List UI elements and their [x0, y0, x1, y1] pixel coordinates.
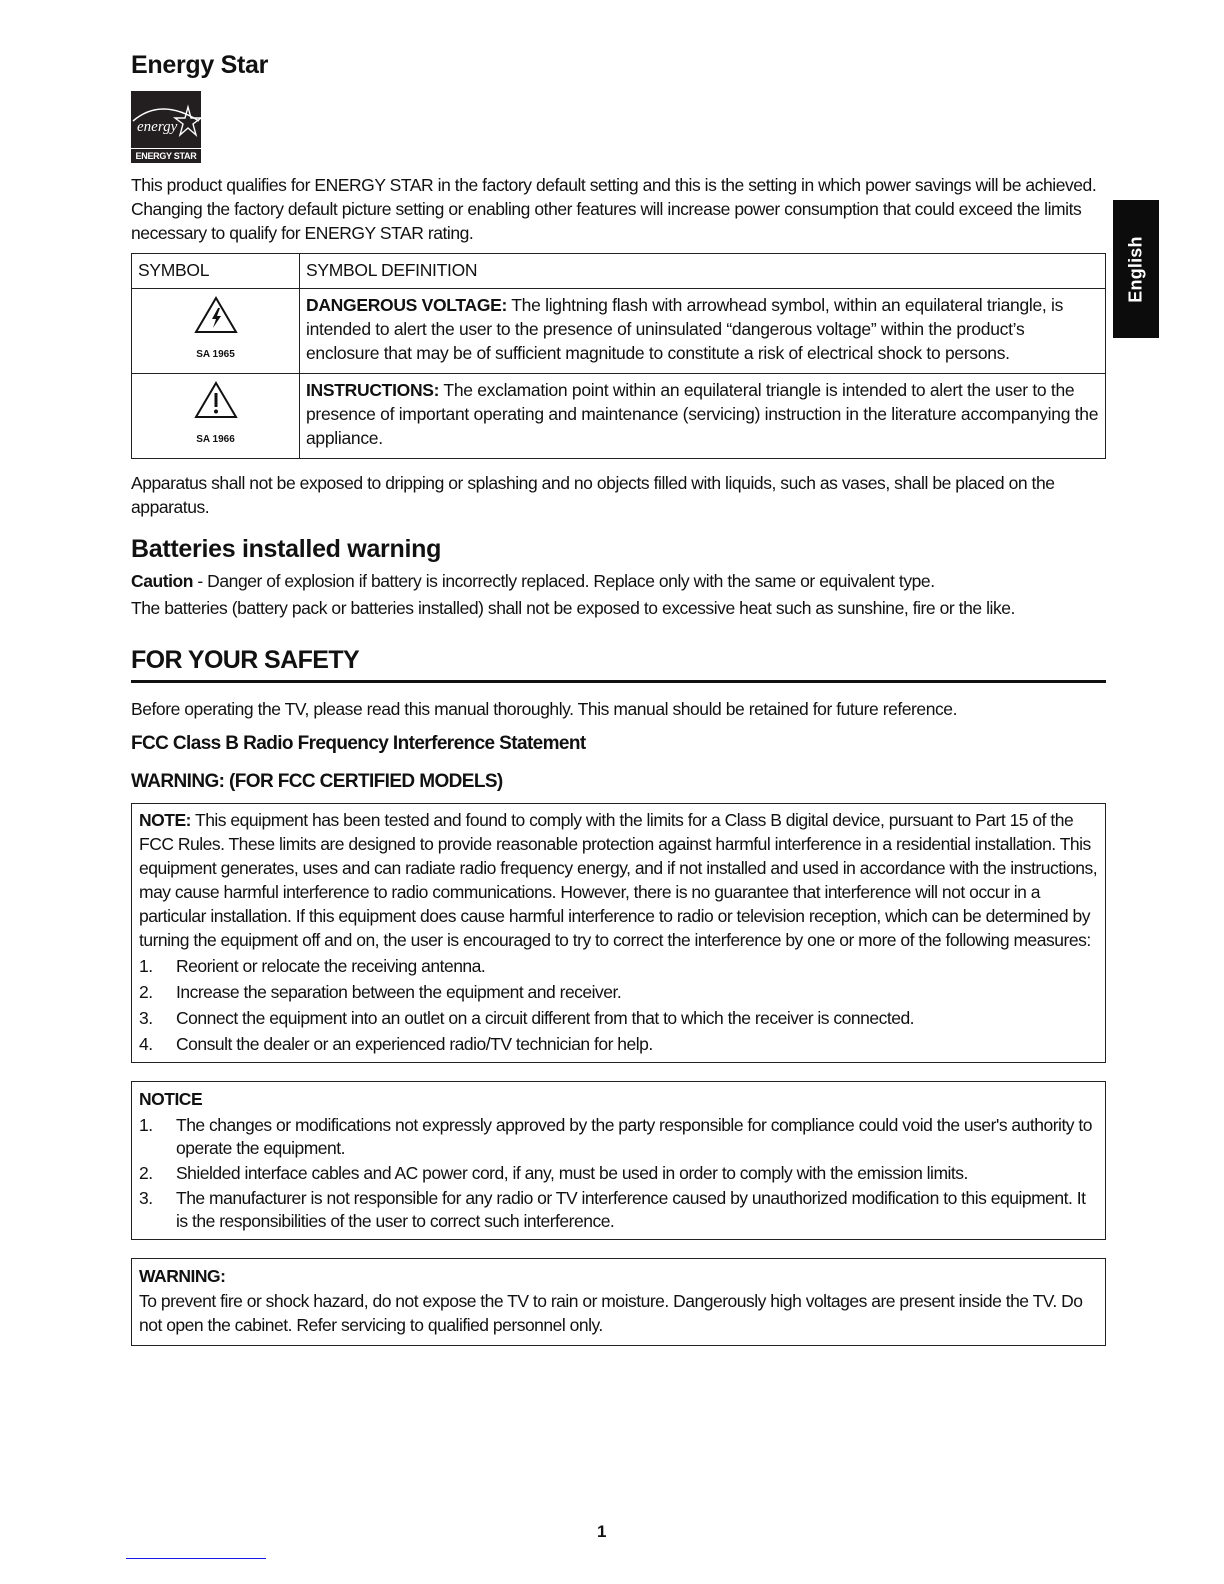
table-row — [132, 374, 1106, 459]
list-number: 3. — [139, 1008, 153, 1028]
energy-star-icon — [131, 91, 201, 149]
notice-title: NOTICE — [139, 1089, 203, 1109]
symbol-table — [131, 253, 1106, 459]
list-text: Connect the equipment into an outlet on a circuit different from that to which the receiver is connected. — [176, 1008, 915, 1028]
section-divider — [131, 680, 1106, 683]
definition-text: The lightning flash with arrowhead symbol, within an equilateral triangle, is intended to alert the user to the presence of uninsulated “dangerous voltage” within the product’s enclosure that may be of sufficient magnitude to constitute a risk of electrical shock to persons. — [306, 295, 1064, 363]
fcc-heading: FCC Class B Radio Frequency Interference Statement — [131, 733, 586, 754]
energy-script-text: energy — [137, 119, 178, 135]
warning-text: To prevent fire or shock hazard, do not expose the TV to rain or moisture. Dangerously high voltages are present inside the TV. Do not open the cabinet. Refer servicing to qualified personnel only. — [139, 1291, 1083, 1335]
warning-title: WARNING: — [139, 1266, 226, 1286]
symbol-cell — [132, 289, 300, 374]
link-underline[interactable] — [126, 1558, 266, 1559]
language-tab-label: English — [1125, 235, 1146, 303]
lightning-triangle-icon — [193, 295, 239, 335]
safety-intro: Before operating the TV, please read this manual thoroughly. This manual should be retained for future reference. — [131, 699, 957, 719]
page-number: 1 — [597, 1522, 607, 1541]
energy-star-heading: Energy Star — [131, 51, 269, 79]
list-number: 2. — [139, 982, 153, 1002]
list-text: Reorient or relocate the receiving antenna. — [176, 956, 486, 976]
apparatus-paragraph: Apparatus shall not be exposed to dripping or splashing and no objects filled with liquids, such as vases, shall be placed on the apparatus. — [131, 473, 1055, 517]
caution-label: Caution — [131, 571, 193, 591]
list-item — [139, 1162, 1098, 1185]
notice-list — [139, 1114, 1098, 1233]
list-number: 4. — [139, 1034, 153, 1054]
list-number: 1. — [139, 956, 153, 976]
definition-cell — [300, 289, 1106, 374]
list-text: The manufacturer is not responsible for any radio or TV interference caused by unauthorized modification to this equipment. It is the responsibilities of the user to correct such interference. — [176, 1188, 1086, 1231]
header-symbol: SYMBOL — [132, 254, 300, 289]
caution-paragraph — [131, 569, 1106, 593]
list-item — [139, 1187, 1098, 1233]
caution-text: - Danger of explosion if battery is incorrectly replaced. Replace only with the same or equivalent type. — [192, 571, 935, 591]
note-text: This equipment has been tested and found to comply with the limits for a Class B digital device, pursuant to Part 15 of the FCC Rules. These limits are designed to provide reasonable protection against harmful interference in a residential installation. This equipment generates, uses and can radiate radio frequency energy, and if not installed and used in accordance with the instructions, may cause harmful interference to radio communications. However, there is no guarantee that interference will not occur in a particular installation. If this equipment does cause harmful interference to radio or television reception, which can be determined by turning the equipment off and on, the user is encouraged to try to correct the interference by one or more of the following measures: — [139, 810, 1098, 950]
list-text: Increase the separation between the equipment and receiver. — [176, 982, 622, 1002]
batteries-heading: Batteries installed warning — [131, 535, 442, 563]
note-label: NOTE: — [139, 810, 191, 830]
definition-term: INSTRUCTIONS: — [306, 380, 440, 400]
list-number: 3. — [139, 1188, 153, 1208]
symbol-cell — [132, 374, 300, 459]
list-number: 2. — [139, 1163, 153, 1183]
fcc-warning-heading: WARNING: (FOR FCC CERTIFIED MODELS) — [131, 771, 503, 792]
list-item — [139, 980, 1098, 1004]
table-row — [132, 289, 1106, 374]
header-symbol-definition: SYMBOL DEFINITION — [300, 254, 1106, 289]
energy-star-logo-label: ENERGY STAR — [131, 148, 201, 163]
list-text: Consult the dealer or an experienced radio/TV technician for help. — [176, 1034, 653, 1054]
note-paragraph — [139, 808, 1098, 952]
list-text: Shielded interface cables and AC power cord, if any, must be used in order to comply with the emission limits. — [176, 1163, 968, 1183]
safety-heading: FOR YOUR SAFETY — [131, 646, 360, 674]
definition-term: DANGEROUS VOLTAGE: — [306, 295, 508, 315]
battery-heat-paragraph: The batteries (battery pack or batteries installed) shall not be exposed to excessive heat such as sunshine, fire or the like. — [131, 598, 1015, 618]
list-item — [139, 1006, 1098, 1030]
list-number: 1. — [139, 1115, 153, 1135]
list-item — [139, 1114, 1098, 1160]
manual-page — [131, 48, 1106, 1346]
energy-star-logo — [131, 91, 201, 163]
list-item — [139, 1032, 1098, 1056]
definition-cell — [300, 374, 1106, 459]
warning-box — [131, 1258, 1106, 1346]
note-box — [131, 803, 1106, 1063]
symbol-table-header — [132, 254, 1106, 289]
exclamation-triangle-icon — [193, 380, 239, 420]
energy-star-paragraph: This product qualifies for ENERGY STAR in the factory default setting and this is the setting in which power savings will be achieved. Changing the factory default picture setting or enabling other features will increase power consumption that could exceed the limits necessary to qualify for ENERGY STAR rating. — [131, 175, 1097, 243]
notice-box — [131, 1081, 1106, 1240]
measures-list — [139, 954, 1098, 1056]
list-item — [139, 954, 1098, 978]
list-text: The changes or modifications not expressly approved by the party responsible for compliance could void the user's authority to operate the equipment. — [176, 1115, 1093, 1158]
definition-text: The exclamation point within an equilateral triangle is intended to alert the user to the presence of important operating and maintenance (servicing) instruction in the literature accompanying the appliance. — [306, 380, 1099, 448]
symbol-code: SA 1966 — [196, 434, 235, 445]
language-tab[interactable] — [1113, 200, 1159, 338]
symbol-code: SA 1965 — [196, 349, 235, 360]
